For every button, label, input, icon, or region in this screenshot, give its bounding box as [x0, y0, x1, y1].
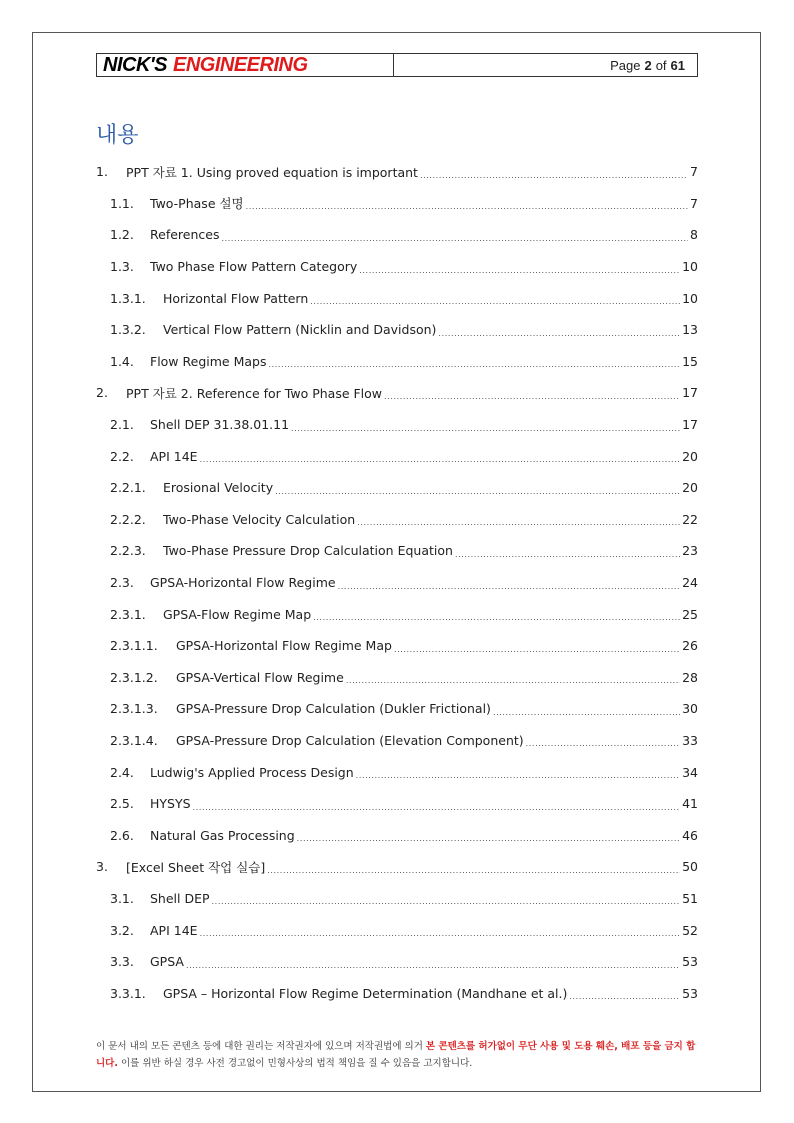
toc-entry-number: 2.4. [110, 764, 134, 780]
toc-entry-page: 28 [682, 669, 698, 685]
toc-entry[interactable] [96, 567, 698, 599]
toc-entry-page: 50 [682, 859, 698, 875]
brand-logo [97, 54, 394, 76]
toc-entry-number: 2.1. [110, 417, 134, 433]
toc-entry-number: 2.3.1.1. [110, 638, 158, 654]
page-current: 2 [644, 57, 652, 73]
toc-entry-page: 33 [682, 732, 698, 748]
toc-entry-page: 17 [682, 385, 698, 401]
toc-entry-label: Natural Gas Processing [150, 827, 295, 843]
toc-entry-number: 1.3.1. [110, 290, 146, 306]
toc-entry[interactable] [96, 662, 698, 694]
toc-leader-dots [359, 261, 680, 275]
toc-entry-number: 3.3.1. [110, 985, 146, 1001]
toc-entry[interactable] [96, 472, 698, 504]
page-of: of [655, 57, 667, 73]
toc-entry-page: 7 [690, 164, 698, 180]
toc-entry-page: 53 [682, 954, 698, 970]
toc-entry-page: 22 [682, 511, 698, 527]
toc-entry[interactable] [96, 851, 698, 883]
toc-entry-number: 3.1. [110, 890, 134, 906]
toc-entry-page: 46 [682, 827, 698, 843]
toc-entry[interactable] [96, 377, 698, 409]
toc-leader-dots [221, 229, 688, 243]
toc-entry-label: Horizontal Flow Pattern [163, 290, 309, 306]
toc-leader-dots [186, 956, 680, 970]
toc-entry-number: 1.3.2. [110, 322, 146, 338]
toc-leader-dots [526, 734, 680, 748]
toc-entry[interactable] [96, 819, 698, 851]
toc-entry-number: 2.3. [110, 575, 134, 591]
toc-leader-dots [275, 482, 680, 496]
toc-entry-page: 30 [682, 701, 698, 717]
toc-entry-number: 1.4. [110, 353, 134, 369]
toc-entry-number: 1.2. [110, 227, 134, 243]
toc-entry-label: Two Phase Flow Pattern Category [150, 259, 358, 275]
toc-entry[interactable] [96, 282, 698, 314]
copyright-footer [96, 1038, 698, 1072]
toc-leader-dots [291, 419, 680, 433]
toc-leader-dots [246, 197, 688, 211]
toc-leader-dots [310, 292, 680, 306]
toc-entry-page: 34 [682, 764, 698, 780]
toc-entry-number: 2.2.3. [110, 543, 146, 559]
toc-entry-page: 23 [682, 543, 698, 559]
toc-entry[interactable] [96, 188, 698, 220]
toc-entry-label: GPSA-Pressure Drop Calculation (Elevation Component) [176, 732, 524, 748]
toc-entry-page: 13 [682, 322, 698, 338]
page-bottom-line [32, 1091, 761, 1092]
toc-leader-dots [384, 387, 680, 401]
toc-leader-dots [357, 513, 680, 527]
toc-entry-number: 2.3.1. [110, 606, 146, 622]
toc-entry-number: 2.3.1.3. [110, 701, 158, 717]
toc-entry-label: [Excel Sheet 작업 실습] [126, 859, 266, 875]
toc-entry-page: 41 [682, 796, 698, 812]
toc-entry[interactable] [96, 914, 698, 946]
brand-name-part2: ENGINEERING [172, 53, 308, 76]
page-word: Page [610, 57, 641, 73]
toc-entry-page: 51 [682, 890, 698, 906]
toc-entry-label: PPT 자료 2. Reference for Two Phase Flow [126, 385, 383, 401]
toc-entry[interactable] [96, 946, 698, 978]
table-of-contents [96, 156, 698, 1009]
toc-entry[interactable] [96, 725, 698, 757]
toc-entry-label: HYSYS [150, 796, 191, 812]
footer-text-end: 이를 위반 하실 경우 사전 경고없이 민형사상의 법적 책임을 질 수 있음을 고지합니다. [117, 1058, 473, 1069]
toc-entry-label: References [150, 227, 220, 243]
toc-leader-dots [455, 545, 680, 559]
toc-entry-number: 2.3.1.2. [110, 669, 158, 685]
toc-entry-label: PPT 자료 1. Using proved equation is important [126, 164, 418, 180]
toc-entry[interactable] [96, 598, 698, 630]
toc-entry-page: 10 [682, 290, 698, 306]
toc-entry-label: Two-Phase Pressure Drop Calculation Equation [163, 543, 453, 559]
toc-entry-number: 2.5. [110, 796, 134, 812]
toc-entry-number: 1.1. [110, 195, 134, 211]
toc-leader-dots [356, 766, 680, 780]
toc-entry[interactable] [96, 756, 698, 788]
toc-entry[interactable] [96, 440, 698, 472]
toc-entry-label: GPSA-Horizontal Flow Regime Map [176, 638, 392, 654]
toc-entry[interactable] [96, 156, 698, 188]
toc-entry-number: 1.3. [110, 259, 134, 275]
toc-entry-label: API 14E [150, 448, 198, 464]
toc-entry-label: Two-Phase Velocity Calculation [163, 511, 356, 527]
page-number [394, 54, 697, 76]
toc-leader-dots [313, 608, 680, 622]
toc-entry-label: Shell DEP [150, 890, 210, 906]
page-header [96, 53, 698, 77]
toc-entry-label: Erosional Velocity [163, 480, 274, 496]
toc-leader-dots [346, 671, 680, 685]
toc-entry-number: 2.2.1. [110, 480, 146, 496]
toc-entry[interactable] [96, 504, 698, 536]
toc-entry-page: 20 [682, 480, 698, 496]
toc-entry-page: 17 [682, 417, 698, 433]
toc-entry-number: 3. [96, 859, 108, 875]
toc-entry[interactable] [96, 693, 698, 725]
toc-entry-number: 1. [96, 164, 108, 180]
toc-entry-label: GPSA – Horizontal Flow Regime Determination (Mandhane et al.) [163, 985, 568, 1001]
page-total: 61 [670, 57, 685, 73]
toc-entry-label: GPSA [150, 954, 184, 970]
toc-entry-label: GPSA-Vertical Flow Regime [176, 669, 344, 685]
toc-entry[interactable] [96, 346, 698, 378]
toc-title: 내용 [96, 123, 139, 148]
toc-leader-dots [200, 924, 681, 938]
toc-entry[interactable] [96, 883, 698, 915]
toc-leader-dots [297, 829, 680, 843]
toc-entry-label: Ludwig's Applied Process Design [150, 764, 354, 780]
toc-entry-label: Vertical Flow Pattern (Nicklin and Davidson) [163, 322, 437, 338]
toc-entry[interactable] [96, 409, 698, 441]
toc-entry-page: 20 [682, 448, 698, 464]
toc-entry-label: Two-Phase 설명 [150, 196, 244, 212]
toc-entry-page: 8 [690, 227, 698, 243]
toc-entry-label: GPSA-Horizontal Flow Regime [150, 575, 336, 591]
toc-entry-page: 10 [682, 259, 698, 275]
toc-entry-page: 24 [682, 575, 698, 591]
toc-entry-number: 2.6. [110, 827, 134, 843]
toc-entry-page: 52 [682, 922, 698, 938]
toc-entry-label: GPSA-Flow Regime Map [163, 606, 312, 622]
toc-entry-page: 53 [682, 985, 698, 1001]
toc-entry-page: 15 [682, 353, 698, 369]
toc-entry-page: 25 [682, 606, 698, 622]
toc-entry-label: Flow Regime Maps [150, 353, 267, 369]
toc-leader-dots [438, 324, 680, 338]
toc-leader-dots [420, 166, 688, 180]
toc-leader-dots [268, 355, 680, 369]
toc-entry-number: 2. [96, 385, 108, 401]
toc-entry-label: Shell DEP 31.38.01.11 [150, 417, 290, 433]
toc-entry[interactable] [96, 977, 698, 1009]
toc-entry-label: API 14E [150, 922, 198, 938]
toc-entry[interactable] [96, 219, 698, 251]
footer-text-start: 이 문서 내의 모든 콘텐츠 등에 대한 권리는 저작권자에 있으며 저작권법에 의거 [96, 1041, 426, 1052]
toc-entry-number: 2.3.1.4. [110, 732, 158, 748]
toc-leader-dots [493, 703, 680, 717]
toc-entry[interactable] [96, 535, 698, 567]
toc-entry[interactable] [96, 251, 698, 283]
toc-leader-dots [212, 892, 681, 906]
toc-entry-number: 2.2.2. [110, 511, 146, 527]
toc-entry-page: 26 [682, 638, 698, 654]
toc-entry-label: GPSA-Pressure Drop Calculation (Dukler Frictional) [176, 701, 491, 717]
toc-leader-dots [338, 577, 681, 591]
toc-leader-dots [193, 798, 681, 812]
toc-entry-number: 3.2. [110, 922, 134, 938]
toc-leader-dots [394, 640, 680, 654]
toc-entry[interactable] [96, 314, 698, 346]
toc-entry-number: 2.2. [110, 448, 134, 464]
toc-leader-dots [569, 987, 680, 1001]
toc-entry-page: 7 [690, 195, 698, 211]
footer-text-warning: 본 콘텐츠를 허가없이 무단 사용 및 도용 훼손, 배포 등을 금지 합니다. [96, 1041, 696, 1069]
toc-entry[interactable] [96, 630, 698, 662]
toc-leader-dots [267, 861, 680, 875]
toc-entry[interactable] [96, 788, 698, 820]
brand-name-part1: NICK'S [103, 53, 167, 76]
toc-leader-dots [200, 450, 681, 464]
toc-entry-number: 3.3. [110, 954, 134, 970]
